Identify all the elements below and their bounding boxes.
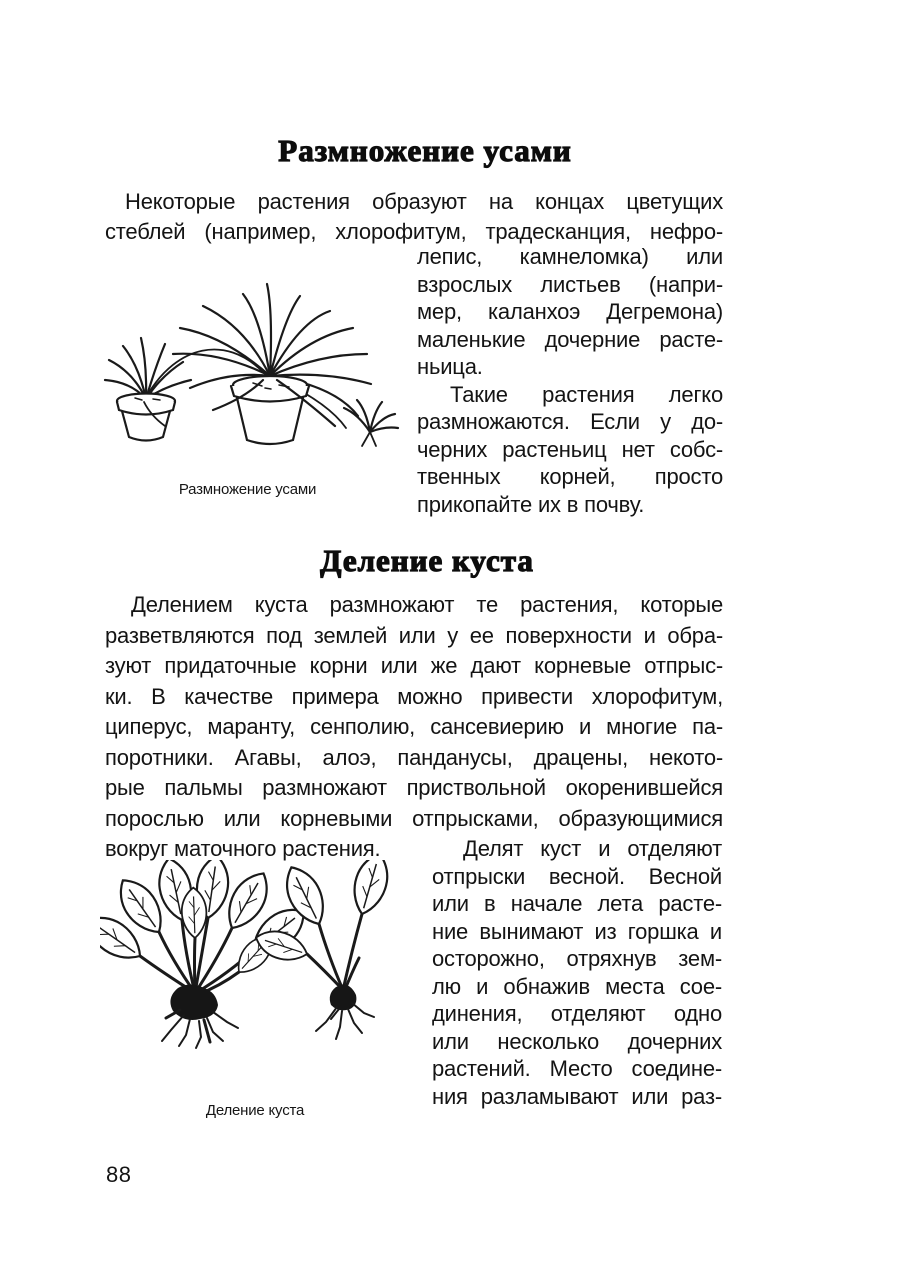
text-line: взрослых листьев (напри- — [417, 271, 723, 297]
text-line: динения, отделяют одно — [432, 1001, 722, 1026]
runner-column-text — [417, 243, 723, 518]
text-line: размножаются. Если у до- — [417, 409, 723, 434]
runner-propagation-figure — [95, 268, 415, 483]
text-line: прикопайте их в почву. — [417, 491, 645, 517]
bush-division-figure — [100, 860, 410, 1085]
text-line: твенных корней, просто — [417, 464, 723, 489]
text-line: ньица. — [417, 354, 483, 379]
runner-figure-caption: Размножение усами — [178, 481, 317, 498]
text-line: мер, каланхоэ Дегремона) — [417, 299, 723, 324]
section-title-runner-propagation: Размножение усами — [278, 133, 572, 168]
text-line: поротники. Агавы, алоэ, панданусы, драцены, некото- — [105, 744, 723, 770]
text-line: зуют придаточные корни или же дают корневые отпрыс- — [105, 653, 723, 678]
text-line: отпрыски весной. Весной — [432, 863, 722, 889]
division-column-text — [432, 835, 722, 1110]
page-number: 88 — [106, 1162, 132, 1187]
runner-intro-paragraph — [105, 187, 723, 247]
text-line: порослью или корневыми отпрысками, образующимися — [105, 805, 723, 831]
text-line: маленькие дочерние расте- — [417, 326, 723, 352]
text-line: Делением куста размножают те растения, которые — [131, 592, 723, 617]
text-line: или в начале лета расте- — [432, 891, 722, 916]
text-line: Делят куст и отделяют — [463, 836, 722, 861]
text-line: рые пальмы размножают приствольной окоренившейся — [105, 775, 723, 800]
text-line: или несколько дочерних — [432, 1028, 722, 1054]
text-line: черних растеньиц нет собс- — [417, 436, 723, 462]
divided-bush-clumps-illustration — [100, 860, 410, 1085]
text-line: лю и обнажив места сое- — [432, 973, 722, 999]
text-line: ки. В качестве примера можно привести хлорофитум, — [105, 683, 723, 709]
division-figure-caption: Деление куста — [205, 1102, 305, 1119]
text-line: циперус, маранту, сенполию, сансевиерию и многие па- — [105, 714, 723, 739]
text-line: лепис, камнеломка) или — [417, 244, 723, 269]
section-title-bush-division: Деление куста — [320, 543, 534, 578]
text-line: Такие растения легко — [450, 381, 723, 407]
text-line: ния разламывают или раз- — [432, 1083, 722, 1109]
text-line: разветвляются под землей или у ее поверхности и обра- — [105, 622, 723, 648]
division-paragraph — [105, 590, 723, 865]
spider-plants-with-runners-illustration — [95, 268, 415, 483]
text-line: стеблей (например, хлорофитум, традесканция, нефро- — [105, 219, 723, 244]
text-line: вокруг маточного растения. — [105, 836, 381, 861]
text-line: ние вынимают из горшка и — [432, 918, 722, 944]
text-line: растений. Место соедине- — [432, 1056, 722, 1081]
text-line: осторожно, отряхнув зем- — [432, 946, 722, 971]
text-line: Некоторые растения образуют на концах цветущих — [125, 189, 723, 214]
